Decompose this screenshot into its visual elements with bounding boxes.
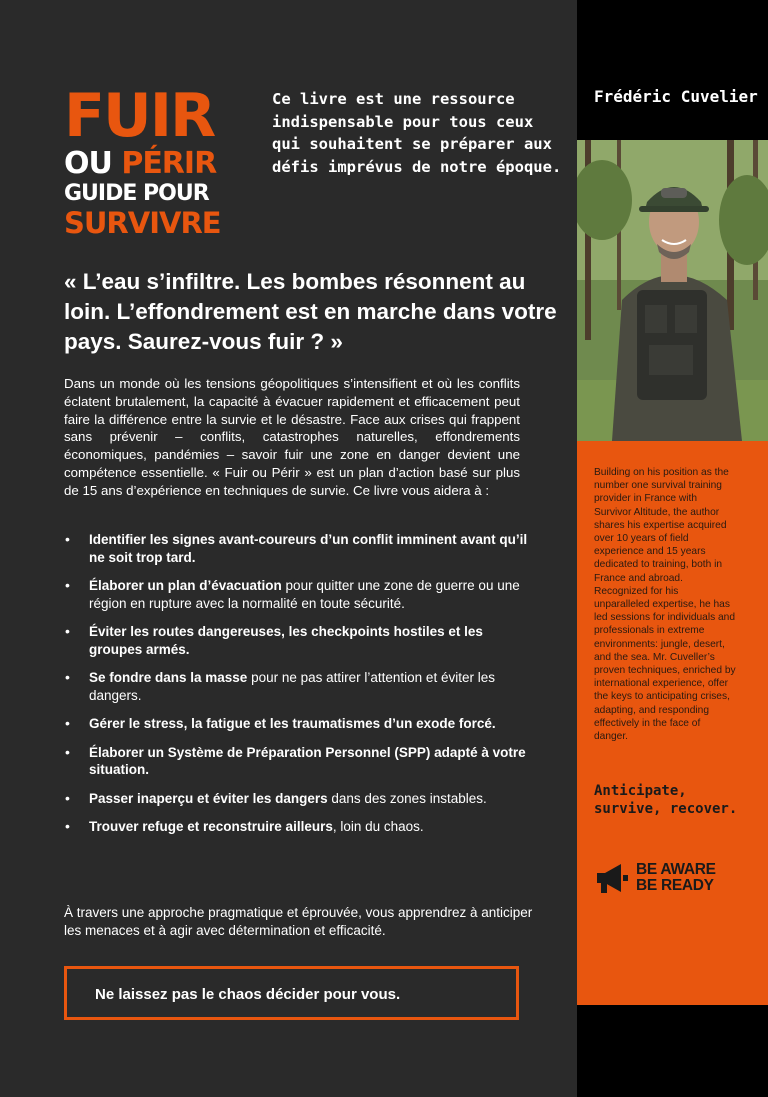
title-line-4: SURVIVRE bbox=[64, 206, 221, 240]
list-item: • Élaborer un plan d’évacuation pour quitter une zone de guerre ou une région en rupture avec la normalité en toute sécurité. bbox=[64, 577, 534, 612]
pull-quote: « L’eau s’infiltre. Les bombes résonnent au loin. L’effondrement est en marche dans votre pays. Saurez-vous fuir ? » bbox=[64, 269, 557, 354]
brand-logo bbox=[594, 860, 754, 896]
title-word-perir: PÉRIR bbox=[121, 146, 217, 181]
book-title bbox=[64, 81, 234, 240]
author-photo bbox=[577, 140, 768, 441]
list-item: • Élaborer un Système de Préparation Personnel (SPP) adapté à votre situation. bbox=[64, 744, 534, 779]
call-to-action-text: Ne laissez pas le chaos décider pour vous. bbox=[95, 986, 401, 1003]
author-bio: Building on his position as the number one survival training provider in France with Survivor Altitude, the author shares his expertise acquired over 10 years of field experience and 15 years dedicated to training, both in France and abroad. Recognized for his unparalleled expertise, he has led sessions for individuals and professionals in extreme environments: jungle, desert, and the sea. Mr. Cuveller’s proven techniques, enriched by international experience, offer the keys to anticipating crises, adapting, and responding effectively in the face of danger. bbox=[594, 467, 736, 743]
call-to-action-box bbox=[64, 966, 519, 1020]
title-word-ou: OU bbox=[64, 146, 112, 181]
list-item: • Trouver refuge et reconstruire ailleurs, loin du chaos. bbox=[64, 818, 534, 836]
list-item: • Identifier les signes avant-coureurs d’un conflit imminent avant qu’il ne soit trop tard. bbox=[64, 531, 534, 566]
list-item: • Éviter les routes dangereuses, les checkpoints hostiles et les groupes armés. bbox=[64, 623, 534, 658]
title-line-1: FUIR bbox=[64, 81, 215, 151]
brand-line-2: BE READY bbox=[636, 877, 714, 894]
list-item: • Passer inaperçu et éviter les dangers dans des zones instables. bbox=[64, 790, 534, 808]
tagline: Ce livre est une ressource indispensable pour tous ceux qui souhaitent se préparer aux défis imprévus de notre époque. bbox=[272, 90, 562, 176]
megaphone-icon bbox=[594, 860, 630, 896]
intro-paragraph: Dans un monde où les tensions géopolitiques s’intensifient et où les conflits éclatent brutalement, la capacité à évacuer rapidement et efficacement peut faire la différence entre la survie et le désastre. Face aux crises qui frappent sans prévenir – conflits, catastrophes naturelles, effondrements économiques, pandémies – savoir fuir une zone en danger devient une compétence essentielle. « Fuir ou Périr » est un plan d’action basé sur plus de 15 ans d’expérience en techniques de survie. Ce livre vous aidera à : bbox=[64, 376, 520, 498]
brand-line-1: BE AWARE bbox=[636, 861, 716, 878]
outro-paragraph: À travers une approche pragmatique et éprouvée, vous apprendrez à anticiper les menaces et à agir avec détermination et efficacité. bbox=[64, 905, 533, 938]
benefits-list bbox=[64, 531, 534, 847]
list-item: • Se fondre dans la masse pour ne pas attirer l’attention et éviter les dangers. bbox=[64, 669, 534, 704]
brand-text bbox=[636, 862, 716, 894]
title-line-2 bbox=[64, 148, 234, 180]
motto: Anticipate, survive, recover. bbox=[594, 783, 738, 817]
author-name: Frédéric Cuvelier bbox=[594, 87, 758, 106]
title-line-3: GUIDE POUR bbox=[64, 181, 209, 206]
list-item: • Gérer le stress, la fatigue et les traumatismes d’un exode forcé. bbox=[64, 715, 534, 733]
